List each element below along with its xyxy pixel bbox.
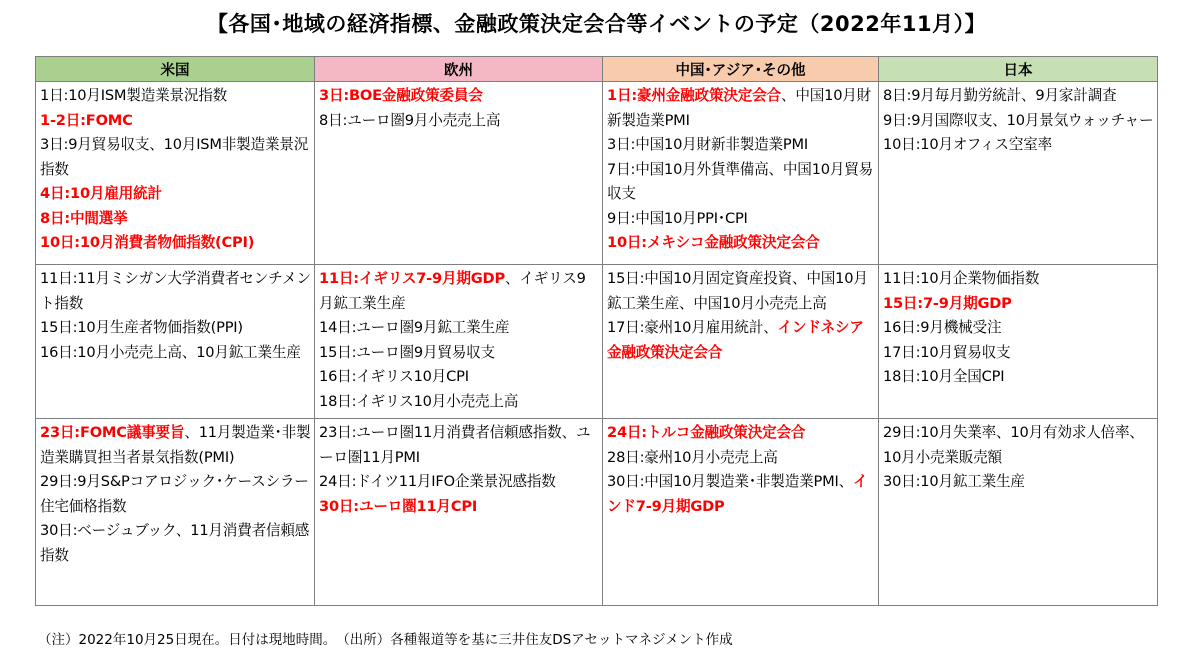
event-text-highlight: インドネシア金融政策決定会合 <box>607 319 864 361</box>
event-item <box>319 316 599 341</box>
cell-china-asia-other <box>603 82 879 265</box>
table-row <box>36 82 1158 265</box>
column-header-us: 米国 <box>36 57 315 82</box>
cell-us <box>36 265 315 419</box>
event-item <box>319 421 599 470</box>
event-item <box>883 421 1154 470</box>
event-text: 、イギリス9月鉱工業生産 <box>319 270 586 312</box>
event-text: 3日:中国10月財新非製造業PMI <box>607 136 809 153</box>
event-text: 9日:9月国際収支、10月景気ウォッチャー <box>883 111 1154 129</box>
event-item <box>319 84 599 109</box>
event-text-highlight: 10日:メキシコ金融政策決定会合 <box>607 234 820 251</box>
cell-us <box>36 82 315 265</box>
event-text-highlight: 3日:BOE金融政策委員会 <box>319 87 483 104</box>
event-text: 18日:イギリス10月小売売上高 <box>319 392 519 410</box>
event-item <box>607 267 875 316</box>
event-text-highlight: インド7-9月期GDP <box>607 473 868 515</box>
event-text-highlight: 30日:ユーロ圏11月CPI <box>319 497 478 515</box>
event-text: 16日:10月小売売上高、10月鉱工業生産 <box>40 343 301 361</box>
footnote: （注）2022年10月25日現在。日付は現地時間。 （出所）各種報道等を基に三井住友DSアセットマネジメント作成 <box>38 632 733 648</box>
event-text: 18日:10月全国CPI <box>883 368 1005 385</box>
event-item <box>40 267 311 316</box>
event-item <box>319 365 599 390</box>
event-text-highlight: 4日:10月雇用統計 <box>40 185 162 202</box>
event-item <box>883 470 1154 495</box>
event-text: 29日:9月S&Pコアロジック･ケースシラー住宅価格指数 <box>40 473 309 515</box>
event-text: 10日:10月オフィス空室率 <box>883 136 1052 153</box>
table-row <box>36 419 1158 606</box>
cell-japan <box>879 419 1158 606</box>
event-item <box>607 231 875 256</box>
event-item <box>883 365 1154 390</box>
event-text: 、11月製造業･非製造業購買担当者景気指数(PMI) <box>40 424 311 466</box>
event-item <box>319 470 599 495</box>
event-text-highlight: 23日:FOMC議事要旨 <box>40 424 185 441</box>
event-text: 30日:10月鉱工業生産 <box>883 473 1025 490</box>
event-text: 23日:ユーロ圏11月消費者信頼感指数、ユーロ圏11月PMI <box>319 424 591 466</box>
event-item <box>883 109 1154 134</box>
event-item <box>607 133 875 158</box>
cell-us <box>36 419 315 606</box>
event-text-highlight: 8日:中間選挙 <box>40 209 128 227</box>
column-header-europe: 欧州 <box>315 57 603 82</box>
event-item <box>607 84 875 133</box>
event-text: 8日:ユーロ圏9月小売売上高 <box>319 111 501 129</box>
event-item <box>883 292 1154 317</box>
cell-japan <box>879 82 1158 265</box>
event-item <box>40 341 311 366</box>
cell-china-asia-other <box>603 265 879 419</box>
event-text: 7日:中国10月外貨準備高、中国10月貿易収支 <box>607 160 874 202</box>
event-item <box>607 316 875 365</box>
column-header-china-asia-other: 中国･アジア･その他 <box>603 57 879 82</box>
event-text: 11日:11月ミシガン大学消費者センチメント指数 <box>40 270 311 312</box>
event-text-highlight: 10日:10月消費者物価指数(CPI) <box>40 234 255 251</box>
event-text: 17日:豪州10月雇用統計、 <box>607 319 778 336</box>
cell-china-asia-other <box>603 419 879 606</box>
event-text-highlight: 11日:イギリス7-9月期GDP <box>319 270 505 287</box>
event-text: 24日:ドイツ11月IFO企業景況感指数 <box>319 473 556 490</box>
event-item <box>40 109 311 134</box>
event-item <box>319 267 599 316</box>
event-text: 30日:中国10月製造業･非製造業PMI、 <box>607 473 853 490</box>
event-text: 15日:中国10月固定資産投資、中国10月鉱工業生産、中国10月小売売上高 <box>607 270 868 312</box>
header-row <box>36 57 1158 82</box>
event-text: 8日:9月毎月勤労統計、9月家計調査 <box>883 87 1117 104</box>
event-item <box>40 207 311 232</box>
cell-europe <box>315 265 603 419</box>
cell-europe <box>315 419 603 606</box>
event-schedule-table <box>35 56 1158 606</box>
event-item <box>883 341 1154 366</box>
event-item <box>40 470 311 519</box>
table-row <box>36 265 1158 419</box>
cell-japan <box>879 265 1158 419</box>
event-text: 15日:ユーロ圏9月貿易収支 <box>319 343 495 361</box>
event-item <box>40 519 311 568</box>
event-text: 30日:ベージュブック、11月消費者信頼感指数 <box>40 522 310 564</box>
event-item <box>40 231 311 256</box>
page-title: 【各国･地域の経済指標、金融政策決定会合等イベントの予定（2022年11月）】 <box>206 12 987 36</box>
event-text: 16日:イギリス10月CPI <box>319 368 469 385</box>
event-text: 17日:10月貿易収支 <box>883 343 1011 361</box>
event-item <box>883 316 1154 341</box>
event-text: 14日:ユーロ圏9月鉱工業生産 <box>319 319 510 336</box>
column-header-japan: 日本 <box>879 57 1158 82</box>
cell-europe <box>315 82 603 265</box>
event-item <box>607 207 875 232</box>
event-item <box>40 133 311 182</box>
event-item <box>40 421 311 470</box>
event-text: 9日:中国10月PPI･CPI <box>607 209 748 227</box>
event-item <box>607 446 875 471</box>
event-item <box>319 109 599 134</box>
event-item <box>883 267 1154 292</box>
event-text: 3日:9月貿易収支、10月ISM非製造業景況指数 <box>40 136 309 178</box>
event-item <box>319 341 599 366</box>
event-text: 、中国10月財新製造業PMI <box>607 87 872 129</box>
event-item <box>607 158 875 207</box>
event-text: 15日:10月生産者物価指数(PPI) <box>40 319 243 336</box>
event-item <box>607 421 875 446</box>
event-item <box>883 133 1154 158</box>
event-item <box>319 390 599 415</box>
event-item <box>40 84 311 109</box>
event-text-highlight: 15日:7-9月期GDP <box>883 294 1012 312</box>
event-text: 16日:9月機械受注 <box>883 319 1002 336</box>
event-item <box>40 316 311 341</box>
event-text: 29日:10月失業率、10月有効求人倍率、10月小売業販売額 <box>883 424 1144 466</box>
event-text-highlight: 1-2日:FOMC <box>40 111 133 129</box>
event-item <box>607 470 875 519</box>
event-item <box>40 182 311 207</box>
event-text: 11日:10月企業物価指数 <box>883 270 1040 287</box>
event-text: 1日:10月ISM製造業景況指数 <box>40 87 228 104</box>
event-item <box>319 495 599 520</box>
event-text-highlight: 1日:豪州金融政策決定会合 <box>607 87 781 104</box>
event-text-highlight: 24日:トルコ金融政策決定会合 <box>607 424 806 441</box>
event-item <box>883 84 1154 109</box>
event-text: 28日:豪州10月小売売上高 <box>607 448 778 466</box>
